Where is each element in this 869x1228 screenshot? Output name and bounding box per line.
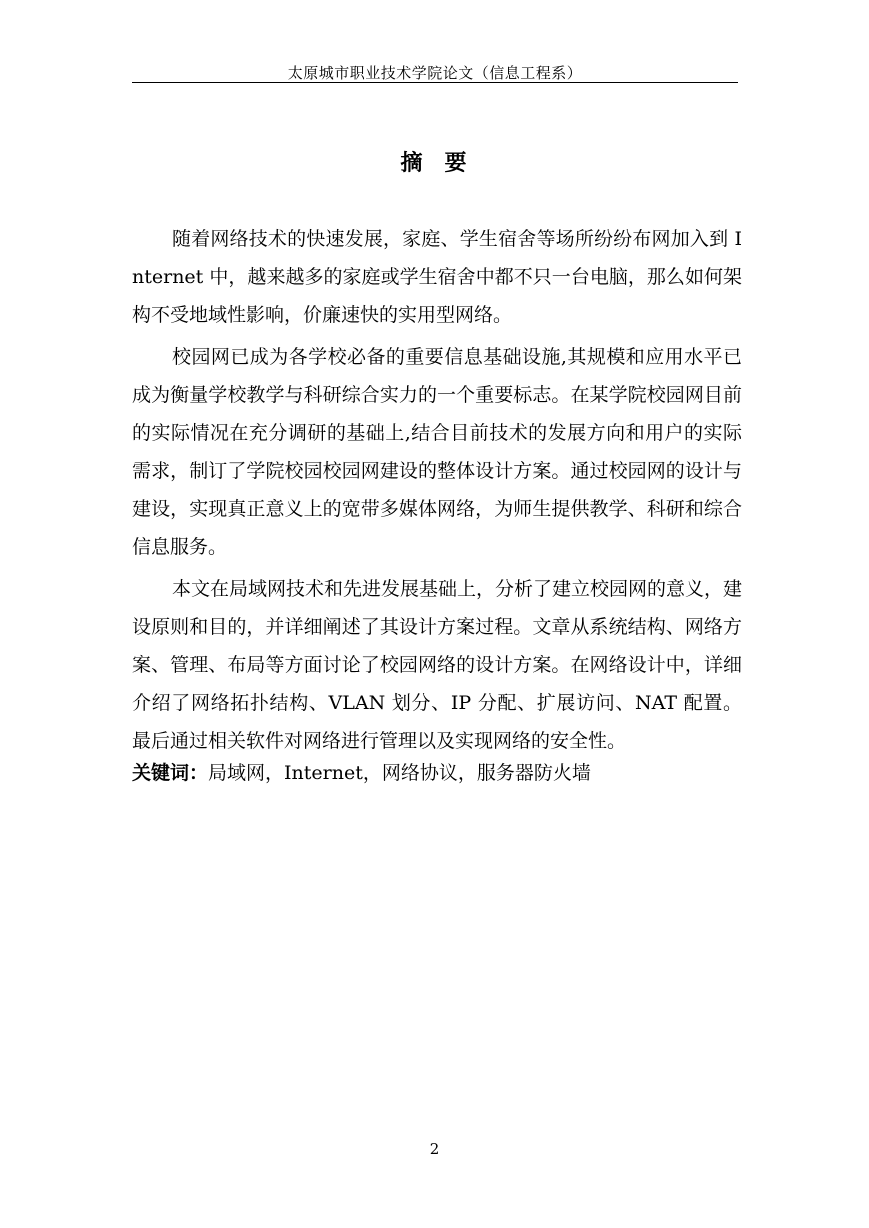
- abstract-body: [132, 220, 742, 786]
- abstract-paragraph-2: 校园网已成为各学校必备的重要信息基础设施,其规模和应用水平已成为衡量学校教学与科研综合实力的一个重要标志。在某学院校园网目前的实际情况在充分调研的基础上,结合目前技术的发展方向和用户的实际需求，制订了学院校园校园网建设的整体设计方案。通过校园网的设计与建设，实现真正意义上的宽带多媒体网络，为师生提供教学、科研和综合信息服务。: [132, 346, 742, 558]
- keywords-text: 局域网，Internet，网络协议，服务器防火墙: [208, 762, 591, 784]
- keywords-line: [132, 760, 742, 786]
- running-header: 太原城市职业技术学院论文（信息工程系）: [287, 64, 583, 82]
- abstract-title: [0, 146, 869, 177]
- header-divider: [132, 82, 738, 83]
- title-char-1: 摘: [400, 151, 425, 176]
- title-char-2: 要: [444, 151, 469, 176]
- abstract-paragraph-3: 本文在局域网技术和先进发展基础上，分析了建立校园网的意义，建设原则和目的，并详细阐述了其设计方案过程。文章从系统结构、网络方案、管理、布局等方面讨论了校园网络的设计方案。在网络设计中，详细介绍了网络拓扑结构、VLAN 划分、IP 分配、扩展访问、NAT 配置。最后通过相关软件对网络进行管理以及实现网络的安全性。: [132, 578, 743, 752]
- abstract-paragraph-1: 随着网络技术的快速发展，家庭、学生宿舍等场所纷纷布网加入到 Internet 中，越来越多的家庭或学生宿舍中都不只一台电脑，那么如何架构不受地域性影响，价廉速快的实用型网络。: [132, 228, 742, 326]
- page-number: 2: [429, 1140, 440, 1158]
- keywords-label: 关键词：: [132, 762, 209, 784]
